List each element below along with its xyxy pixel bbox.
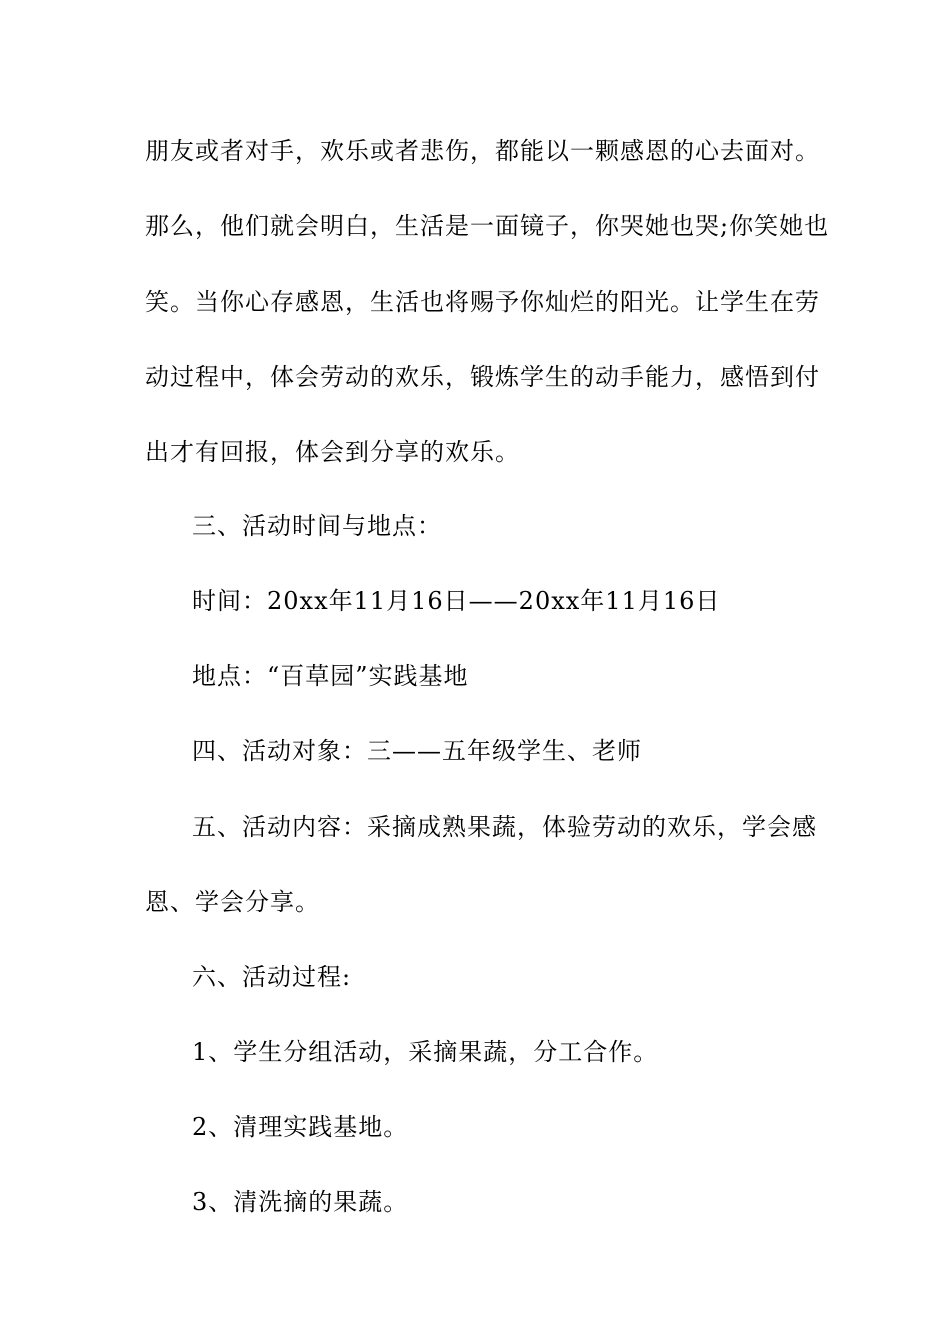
paragraph-line: 出才有回报，体会到分享的欢乐。 [145, 438, 520, 466]
activity-time: 时间：20xx年11月16日——20xx年11月16日 [192, 587, 721, 615]
section-heading-activity-process: 六、活动过程: [192, 963, 352, 991]
activity-place: 地点：“百草园”实践基地 [192, 662, 469, 690]
section-heading-activity-content: 五、活动内容：采摘成熟果蔬，体验劳动的欢乐，学会感 [192, 813, 817, 841]
paragraph-line: 朋友或者对手，欢乐或者悲伤，都能以一颗感恩的心去面对。 [145, 137, 820, 165]
section-heading-activity-time-place: 三、活动时间与地点： [192, 512, 442, 540]
process-step-1: 1、学生分组活动，采摘果蔬，分工合作。 [192, 1038, 659, 1066]
section-heading-activity-target: 四、活动对象：三——五年级学生、老师 [192, 737, 642, 765]
process-step-2: 2、清理实践基地。 [192, 1113, 409, 1141]
paragraph-line: 动过程中，体会劳动的欢乐，锻炼学生的动手能力，感悟到付 [145, 363, 820, 391]
process-step-3: 3、清洗摘的果蔬。 [192, 1188, 409, 1216]
paragraph-line: 那么，他们就会明白，生活是一面镜子，你哭她也哭;你笑她也 [145, 212, 830, 240]
paragraph-line: 笑。当你心存感恩，生活也将赐予你灿烂的阳光。让学生在劳 [145, 288, 820, 316]
paragraph-line: 恩、学会分享。 [145, 888, 320, 916]
